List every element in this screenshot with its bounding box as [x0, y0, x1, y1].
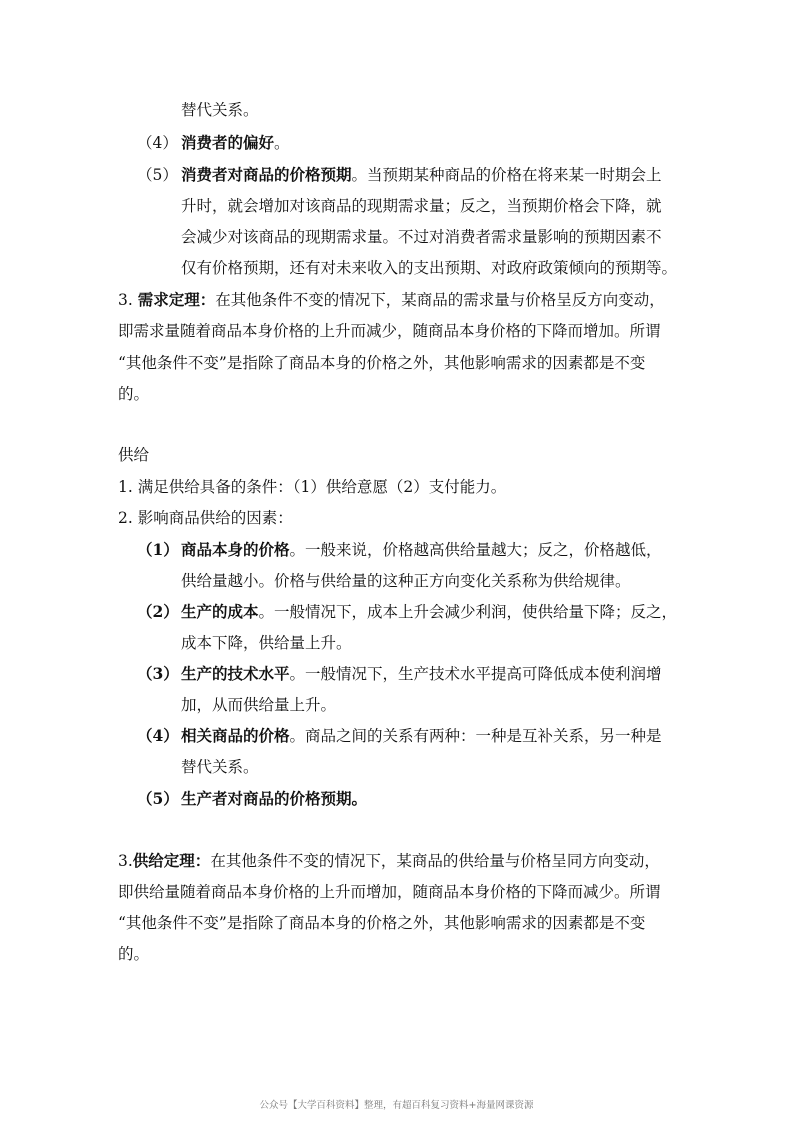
supply-law-text1: 在其他条件不变的情况下，某商品的供给量与价格呈同方向变动，: [210, 852, 660, 870]
demand-item5-text1: 。当预期某种商品的价格在将来某一时期会上: [351, 166, 662, 184]
supply-law-line1: [118, 851, 660, 871]
supply-item5-title: 生产者对商品的价格预期: [181, 789, 352, 808]
supply-heading: 供给: [118, 446, 150, 464]
supply-item2-title: 生产的成本: [181, 602, 259, 621]
supply-item1-line2: 供给量越小。价格与供给量的这种正方向变化关系称为供给规律。: [181, 572, 631, 590]
supply-law-line4: 的。: [118, 945, 150, 963]
demand-item4-title: 消费者的偏好: [181, 133, 275, 152]
demand-law-line3: “其他条件不变”是指除了商品本身的价格之外，其他影响需求的因素都是不变: [118, 354, 646, 372]
supply-item1-line1: [181, 540, 662, 560]
supply-item3-title: 生产的技术水平: [181, 664, 290, 683]
demand-item3-continuation: 替代关系。: [181, 101, 259, 119]
supply-item3-line1: [181, 664, 662, 684]
demand-item5-title: 消费者对商品的价格预期: [181, 165, 352, 184]
demand-item4-end: 。: [274, 134, 290, 152]
supply-factors-heading: 2. 影响商品供给的因素：: [118, 509, 293, 527]
supply-item5-line1: [181, 789, 367, 809]
supply-item4-number: （4）: [137, 726, 179, 745]
demand-item5-number: （5）: [137, 166, 178, 184]
supply-item3-line2: 加，从而供给量上升。: [181, 696, 337, 714]
supply-item3-text1: 。一般情况下，生产技术水平提高可降低成本使利润增: [289, 665, 662, 683]
supply-conditions: 1. 满足供给具备的条件：（1）供给意愿（2）支付能力。: [118, 478, 507, 496]
demand-item4: [181, 133, 290, 153]
demand-item4-number: （4）: [137, 134, 178, 152]
supply-item4-title: 相关商品的价格: [181, 726, 290, 745]
supply-law-number: 3.: [118, 852, 133, 870]
supply-item2-line2: 成本下降，供给量上升。: [181, 634, 352, 652]
demand-law-title: 需求定理：: [137, 290, 216, 309]
demand-item5-line3: 会减少对该商品的现期需求量。不过对消费者需求量影响的预期因素不: [181, 228, 662, 246]
supply-item3-number: （3）: [137, 664, 179, 683]
demand-law-text1: 在其他条件不变的情况下，某商品的需求量与价格呈反方向变动，: [215, 291, 665, 309]
page-footer: 公众号【大学百科资料】整理，有超百科复习资料+海量网课资源: [259, 1100, 534, 1111]
demand-item5-line4: 仅有价格预期，还有对未来收入的支出预期、对政府政策倾向的预期等。: [181, 259, 678, 277]
supply-item1-text1: 。一般来说，价格越高供给量越大；反之，价格越低，: [289, 541, 662, 559]
demand-law-line1: [118, 290, 665, 310]
supply-item2-number: （2）: [137, 602, 179, 621]
supply-law-line3: “其他条件不变”是指除了商品本身的价格之外，其他影响需求的因素都是不变: [118, 914, 646, 932]
supply-item4-line2: 替代关系。: [181, 758, 259, 776]
supply-item4-text1: 。商品之间的关系有两种：一种是互补关系，另一种是: [289, 727, 662, 745]
supply-item2-text1: 。一般情况下，成本上升会减少利润，使供给量下降；反之，: [258, 603, 678, 621]
supply-item4-line1: [181, 726, 662, 746]
supply-law-title: 供给定理：: [132, 851, 211, 870]
demand-law-line2: 即需求量随着商品本身价格的上升而减少，随商品本身价格的下降而增加。所谓: [118, 322, 661, 340]
supply-item1-number: （1）: [137, 540, 179, 559]
supply-law-line2: 即供给量随着商品本身价格的上升而增加，随商品本身价格的下降而减少。所谓: [118, 883, 661, 901]
demand-law-number: 3.: [118, 291, 133, 309]
supply-item5-text1: 。: [351, 789, 368, 808]
demand-law-line4: 的。: [118, 385, 150, 403]
supply-item2-line1: [181, 602, 677, 622]
demand-item5-line2: 升时，就会增加对该商品的现期需求量；反之，当预期价格会下降，就: [181, 197, 662, 215]
demand-item5-line1: [181, 165, 662, 185]
supply-item1-title: 商品本身的价格: [181, 540, 290, 559]
supply-item5-number: （5）: [137, 789, 179, 808]
